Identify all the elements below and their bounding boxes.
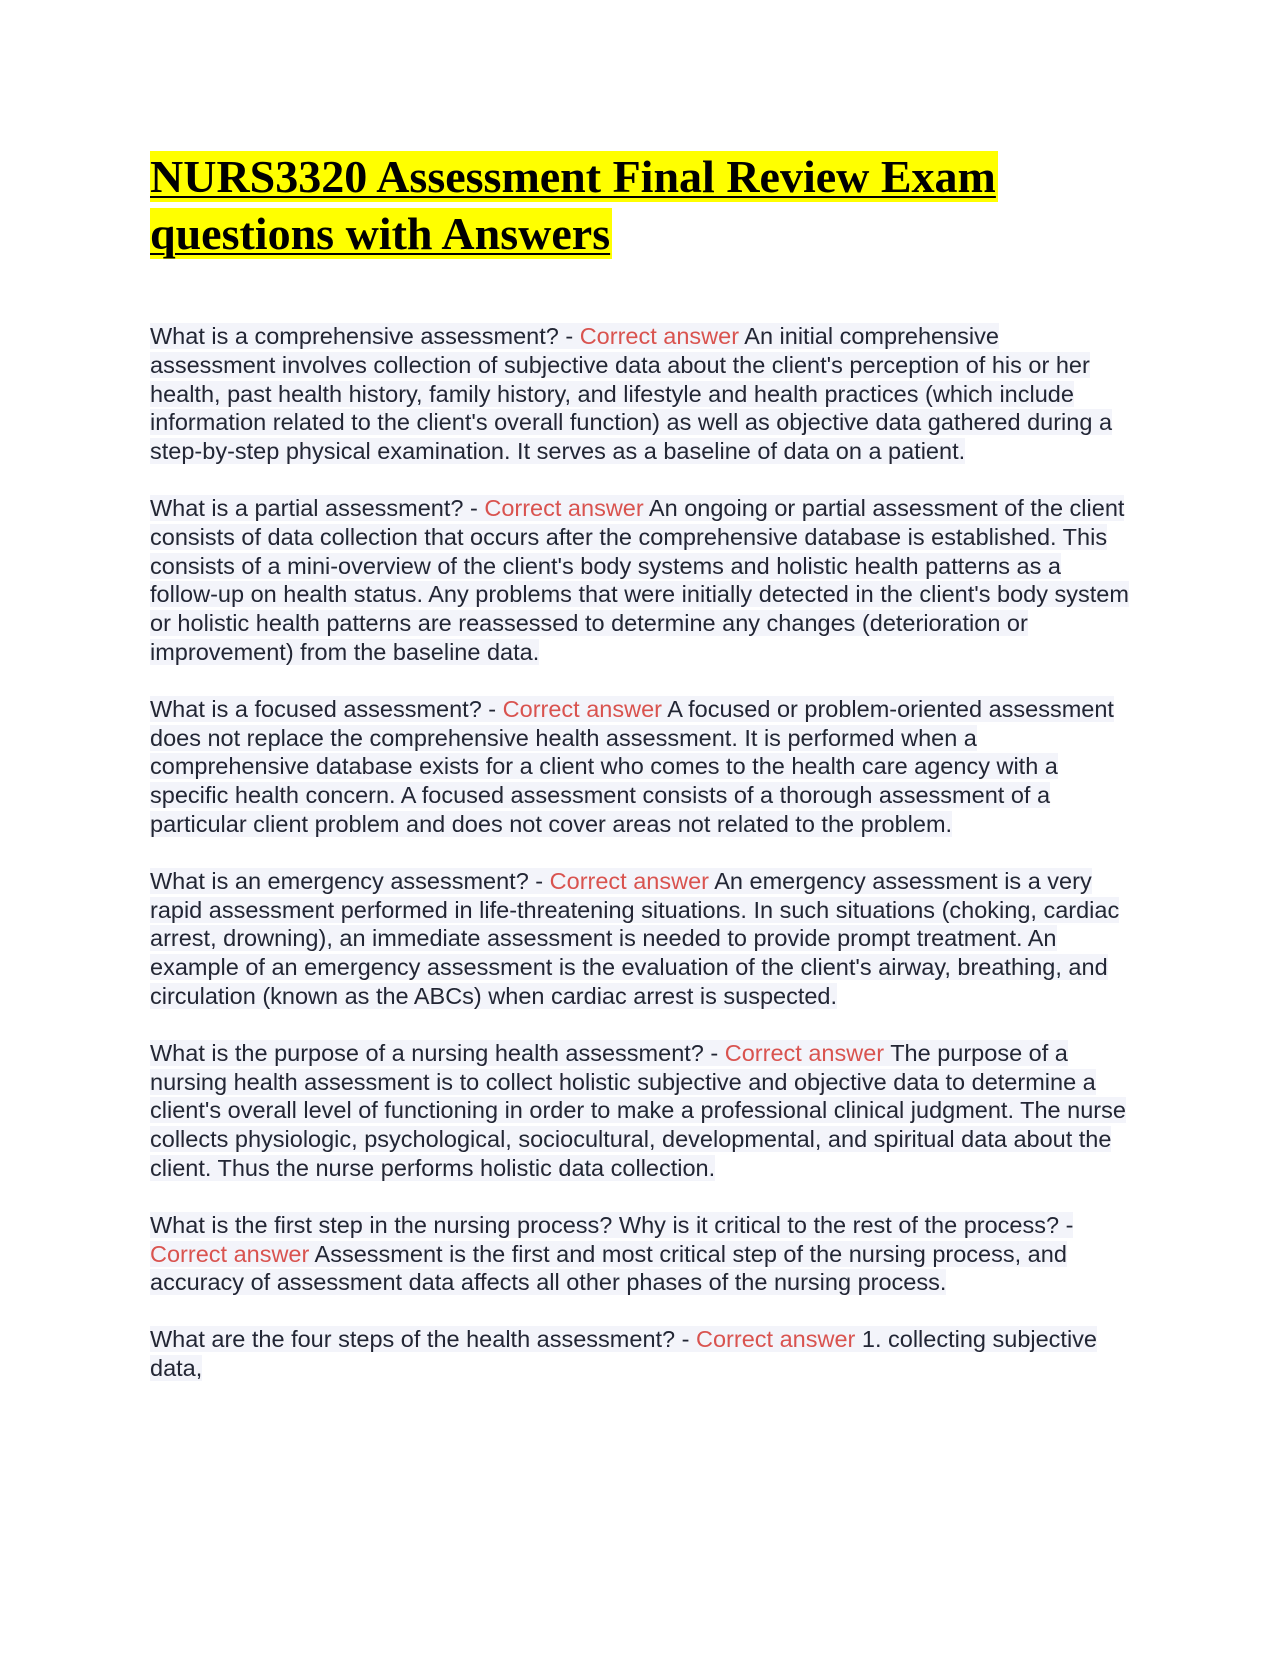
answer-text: An ongoing or partial assessment of the client consists of data collection that occurs after the comprehensive database is established. This consists of a mini-overview of the client's body systems and holistic health patterns as a follow-up on health status. Any problems that were initially detected in the client's body system or holistic health patterns are reassessed to determine any changes (deterioration or improvement) from the baseline data. <box>150 494 1129 665</box>
answer-text: Assessment is the first and most critical step of the nursing process, and accuracy of assessment data affects all other phases of the nursing process. <box>150 1240 1067 1296</box>
qa-item <box>150 867 1130 1011</box>
answer-text: The purpose of a nursing health assessment is to collect holistic subjective and objective data to determine a client's overall level of functioning in order to make a professional clinical judgment. The nurse collects physiologic, psychological, sociocultural, developmental, and spiritual data about the client. Thus the nurse performs holistic data collection. <box>150 1039 1126 1181</box>
qa-item <box>150 1211 1130 1297</box>
question-text: What are the four steps of the health assessment? - <box>150 1326 697 1353</box>
question-text: What is a focused assessment? - <box>150 695 503 722</box>
qa-item <box>150 322 1130 466</box>
correct-answer-label: Correct answer <box>150 1240 310 1267</box>
qa-item <box>150 695 1130 839</box>
qa-list <box>150 322 1130 1411</box>
correct-answer-label: Correct answer <box>549 867 709 894</box>
document-title <box>150 148 1110 262</box>
qa-item <box>150 1325 1130 1383</box>
question-text: What is a partial assessment? - <box>150 494 485 521</box>
title-line-2: questions with Answers <box>150 208 611 259</box>
correct-answer-label: Correct answer <box>484 494 644 521</box>
qa-item <box>150 494 1130 667</box>
question-text: What is the first step in the nursing process? Why is it critical to the rest of the process? - <box>150 1211 1074 1238</box>
question-text: What is a comprehensive assessment? - <box>150 323 580 349</box>
question-text: What is the purpose of a nursing health assessment? - <box>150 1039 725 1066</box>
correct-answer-label: Correct answer <box>724 1039 885 1066</box>
answer-text: An emergency assessment is a very rapid assessment performed in life-threatening situations. In such situations (choking, cardiac arrest, drowning), an immediate assessment is needed to provide prompt treatment. An example of an emergency assessment is the evaluation of the client's airway, breathing, and circulation (known as the ABCs) when cardiac arrest is suspected. <box>150 867 1120 1009</box>
correct-answer-label: Correct answer <box>502 695 662 722</box>
answer-text: 1. collecting subjective data, <box>150 1326 1097 1381</box>
correct-answer-label: Correct answer <box>579 323 740 349</box>
correct-answer-label: Correct answer <box>696 1326 856 1353</box>
question-text: What is an emergency assessment? - <box>150 867 550 894</box>
answer-text: A focused or problem-oriented assessment does not replace the comprehensive health assessment. It is performed when a comprehensive database exists for a client who comes to the health care agency with a specific health concern. A focused assessment consists of a thorough assessment of a particular client problem and does not cover areas not related to the problem. <box>150 695 1114 837</box>
title-line-1: NURS3320 Assessment Final Review Exam <box>150 151 996 202</box>
answer-text: An initial comprehensive assessment involves collection of subjective data about the client's perception of his or her health, past health history, family history, and lifestyle and health practices (which include information related to the client's overall function) as well as objective data gathered during a step-by-step physical examination. It serves as a baseline of data on a patient. <box>150 323 1113 465</box>
qa-item <box>150 1039 1130 1183</box>
